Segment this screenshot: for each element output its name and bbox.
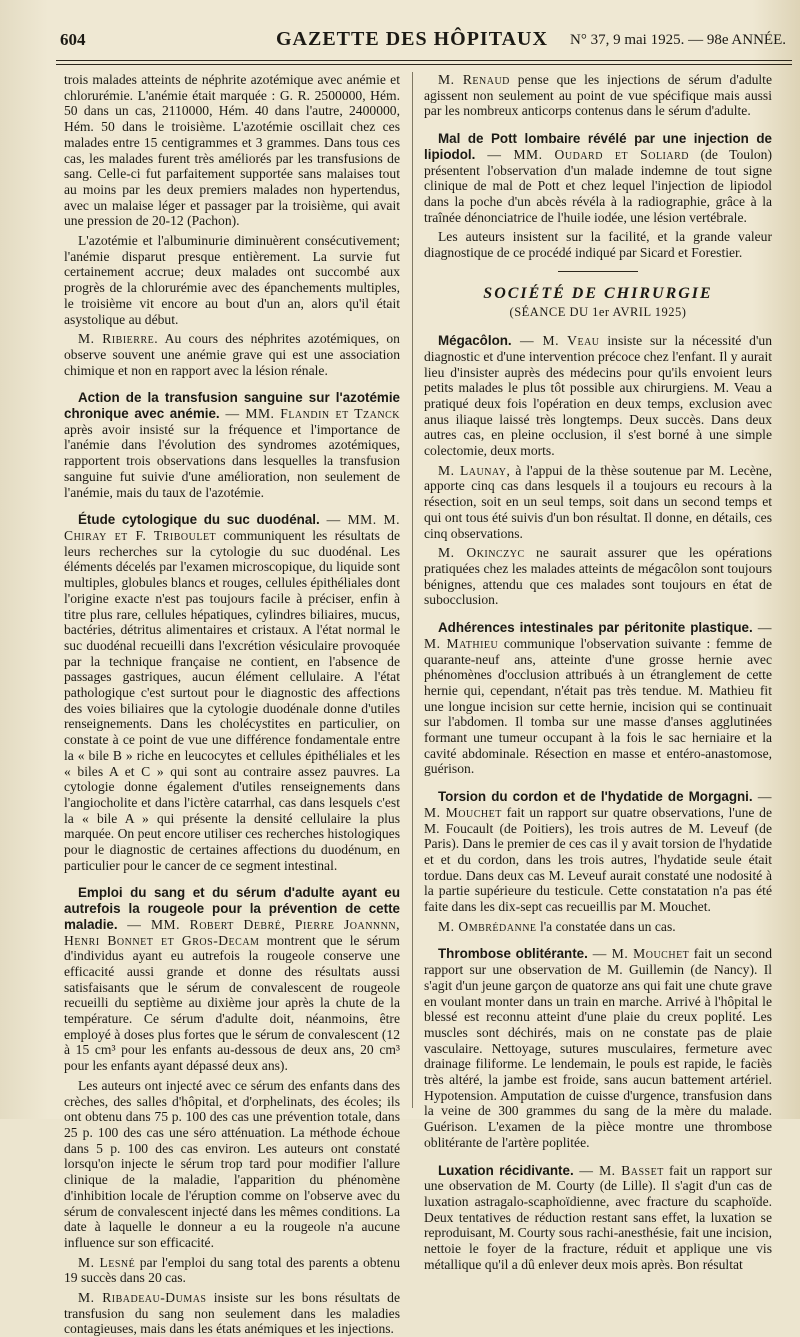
author-names: — MM. Oudard et Soliard xyxy=(475,146,689,162)
paragraph-text: ne saurait assurer que les opérations pratiquées chez les malades atteints de mégacôlon sont toujours bénignes, attendu que ces malades sont toujours en état de subocclusion. xyxy=(424,545,772,608)
author-names: — M. Mouchet xyxy=(424,789,772,820)
author-name: M. Launay, xyxy=(438,462,511,478)
section-text: fait un rapport sur quatre observations, l'une de M. Foucault (de Poitiers), les trois autres de M. Leveuf (de Paris). Dans le premier de ces cas il y avait torsion de l'hydatide et et du cordon, dans les trois autres, l'hydatide seule était tordue. Dans deux cas M. Leveuf aurait constaté une nodosité à la partie supérieure du testicule. Cette constatation n'a pas été faite dans les dix-sept cas recueillis par M. Mouchet. xyxy=(424,804,772,915)
society-title: SOCIÉTÉ DE CHIRURGIE xyxy=(483,284,713,302)
spacer xyxy=(424,1155,772,1163)
paragraph-text: insiste sur les bons résultats de transfusion du sang non seulement dans les maladies contagieuses, mais dans les états anémiques et les injections. xyxy=(64,1290,400,1337)
section-adherences xyxy=(424,620,772,777)
section-heading: Emploi du sang et du sérum d'adulte ayant eu autrefois la rougeole pour la prévention de cette maladie. xyxy=(64,885,400,932)
spacer xyxy=(424,781,772,789)
paragraph xyxy=(64,1255,400,1286)
paragraph-text: pense que les injections de sérum d'adulte agissent non seulement au point de vue spécifique mais aussi par les nombreux anticorps contenus dans le sérum d'adulte. xyxy=(424,72,772,119)
author-name: M. Ribierre. xyxy=(78,331,159,347)
author-names: — M. Basset xyxy=(573,1162,664,1178)
paragraph-text: l'a constatée dans un cas. xyxy=(536,918,676,934)
paragraph xyxy=(424,919,772,935)
section-action-transfusion xyxy=(64,390,400,500)
header-rule-thin xyxy=(56,64,792,65)
author-names: — M. Mathieu xyxy=(424,620,772,651)
section-torsion xyxy=(424,789,772,915)
section-divider xyxy=(558,271,638,272)
section-heading: Luxation récidivante. xyxy=(438,1162,574,1178)
paragraph-text: à l'appui de la thèse soutenue par M. Lecène, apporte cinq cas dans lesquels il a toujours eu recours à la résection, soit en un seul temps, soit dans un second temps et qui ont tous été suivis d'un bon résultat. Il donne, en détails, ces cinq observations. xyxy=(424,462,772,541)
spacer xyxy=(64,504,400,512)
author-name: M. Okinczyc xyxy=(438,545,525,561)
author-name: M. Ribadeau-Dumas xyxy=(78,1290,207,1306)
section-megacolon xyxy=(424,333,772,459)
paragraph: trois malades atteints de néphrite azotémique avec anémie et chlorurémie. L'anémie était marquée : G. R. 2500000, Hém. 50 dans un cas, 2110000, Hém. 40 dans l'autre, 2400000, Hém. 50 dans le troisième. L'azotémie oscillait chez ces malades entre 15 centigrammes et 3 grammes. Dans tous ces cas, les malades furent très améliorés par les transfusions de sang. Celle-ci fut parfaitement supportée sans malaises tout au moins par les deux premiers malades non hypertendus, avec un malaise léger et passager par la troisième, qui avait une pression de 20-12 (Pachon). xyxy=(64,72,400,229)
paragraph: L'azotémie et l'albuminurie diminuèrent consécutivement; l'anémie disparut presque entièrement. La survie fut certainement accrue; deux malades ont succombé aux progrès de la chlorurémie avec des épanchements multiples, le troisième vit encore au bout d'un an, alors qu'il était asystolique au début. xyxy=(64,233,400,327)
page-number: 604 xyxy=(60,30,86,49)
paragraph xyxy=(424,545,772,608)
paragraph xyxy=(424,72,772,119)
paragraph-text: par l'emploi du sang total des parents a obtenu 19 succès dans 20 cas. xyxy=(64,1254,401,1286)
section-luxation xyxy=(424,1163,772,1273)
left-column xyxy=(64,72,401,1337)
spacer xyxy=(64,382,400,390)
issue-info: N° 37, 9 mai 1925. — 98e ANNÉE. xyxy=(570,32,786,48)
section-rougeole xyxy=(64,885,400,1073)
seance-date: (SÉANCE DU 1er AVRIL 1925) xyxy=(509,305,687,320)
journal-title: GAZETTE DES HÔPITAUX xyxy=(276,28,548,50)
author-names: — MM. Robert Debré, Pierre Joannnn, Henri Bonnet et Gros-Decam xyxy=(64,916,400,948)
column-divider xyxy=(412,72,413,1108)
paragraph-text: Au cours des néphrites azotémiques, on observe souvent une anémie grave qui est une association chimique et non en rapport avec la lésion rénale. xyxy=(64,331,400,378)
page-header xyxy=(56,28,792,58)
author-names: — M. Mouchet xyxy=(587,946,690,962)
section-thrombose xyxy=(424,946,772,1150)
author-names: — M. Veau xyxy=(511,333,600,349)
author-name: M. Ombrédanne xyxy=(438,918,537,934)
paragraph: Les auteurs ont injecté avec ce sérum des enfants dans des crèches, des salles d'hôpital, et d'orphelinats, des écoles; ils ont obtenu dans 75 p. 100 des cas une prévention totale, dans 25 p. 100 des cas une séro atténuation. La méthode échoue dans 5 p. 100 des cas environ. Les auteurs ont constaté lorsqu'on injecte le sérum trop tard pour modifier l'allure clinique de la maladie, l'apparition du phénomène d'inhibition locale de l'éruption comme on l'observe avec du sérum de convalescent injecté dans les mêmes conditions. La date à laquelle le donneur a eu la rougeole n'a aucune influence sur son efficacité. xyxy=(64,1077,400,1250)
section-heading: Action de la transfusion sanguine sur l'azotémie chronique avec anémie. xyxy=(64,390,400,422)
section-text: insiste sur la nécessité d'un diagnostic et d'une intervention précoce chez l'enfant. Il y aurait lieu d'insister auprès des médecins pour qu'ils envoient leurs petits malades le plus tôt possible aux chirurgiens. M. Veau a pratiqué deux fois l'opération en deux temps, exclusion avec anus iliaque laissé très longtemps. Deux succès. Dans deux autres cas, en pleine occlusion, il s'est borné à une simple colectomie, deux morts. xyxy=(424,333,772,459)
section-heading: Torsion du cordon et de l'hydatide de Morgagni. xyxy=(438,789,753,805)
right-column xyxy=(424,72,773,1272)
author-names: — MM. M. Chiray et F. Triboulet xyxy=(64,512,400,543)
section-text: communiquent les résultats de leurs recherches sur la cytologie du suc duodénal. Les éléments décelés par l'examen microscopique, du liquide sont multiples, globules blancs et rouges, cellules épithéliales dont l'origine exacte n'est pas toujours facile à préciser, enfin à titre plus rare, cellules hépatiques, cylindres biliaires, mucus, bactéries, détritus alimentaires et cristaux. A l'état normal le suc duodénal recueilli dans l'excrétion vésiculaire provoquée par la technique française ne contient, en l'absence de passages gastriques, aucun élément cellulaire. A l'état pathologique c'est surtout pour le diagnostic des affections des voies biliaires que la cytologie duodénale donne d'utiles renseignements. Dans les cholécystites en particulier, on constate à ce point de vue une différence fondamentale entre la « bile B » riche en leucocytes et cellules épithéliales et les « biles A et C » qui sont au contraire assez pauvres. La cytologie donne également d'utiles renseignements dans l'angiocholite et dans l'ictère catarrhal, cas dans lesquels c'est la « bile A » qui présente la densité cellulaire la plus marquée. On peut encore utiliser ces recherches histologiques pour le diagnostic de certaines affections du duodénum, en particulier pour le cancer de ce segment intestinal. xyxy=(64,527,400,873)
author-names: — MM. Flandin et Tzanck xyxy=(219,406,400,422)
spacer xyxy=(424,123,772,131)
section-heading: Thrombose oblitérante. xyxy=(438,946,588,962)
author-name: M. Lesné xyxy=(78,1254,136,1270)
spacer xyxy=(424,938,772,946)
section-text: communique l'observation suivante : femme de quarante-neuf ans, atteinte d'une grosse hernie avec phénomènes d'occlusion attribués à un étranglement de cette hernie qui, cependant, n'était pas très tendue. M. Mathieu fit une longue incision sur cette hernie, incision qui se continuait sur l'abdomen. Il tomba sur une masse d'anses agglutinées formant une tumeur occupant à la fois le sac herniaire et la cavité abdominale. Résection en masse et entéro-anastomose, guérison. xyxy=(424,635,773,777)
section-text: (de Toulon) présentent l'observation d'un malade indemne de tout signe clinique de mal de Pott et chez lequel l'injection de lipiodol dans la poche d'un abcès révéla à la radiographie, grâce à la traînée dénonciatrice de l'huile iodée, une lésion vertébrale. xyxy=(424,146,772,225)
paragraph xyxy=(64,1290,400,1337)
paragraph xyxy=(424,463,772,542)
header-rule xyxy=(56,60,792,61)
section-text: montrent que le sérum d'individus ayant eu autrefois la rougeole conserve une efficacité aussi grande et donne des résultats aussi satisfaisants que le sérum de convalescent de rougeole recueilli du septième au dixième jour après la chute de la température. Ce sérum d'adulte doit, néanmoins, être employé à doses plus fortes que le sérum de convalescent (12 à 15 cm³ pour les enfants au-dessous de deux ans, 20 cm³ pour les enfants ayant dépassé deux ans). xyxy=(64,932,400,1074)
section-text: fait un second rapport sur une observation de M. Guillemin (de Nancy). Il s'agit d'un jeune garçon de quatorze ans qui fait une chute grave en voulant monter dans un train en marche. Arrivé à l'hôpital le blessé est reconnu atteint d'une plaie du creux poplité. Les muscles sont déchirés, mais on ne constate pas de plaie vasculaire. Nettoyage, sutures musculaires, fermeture avec drainage filiforme. Le lendemain, le pouls est rapide, le faciès très altéré, la jambe est froide, sans aucun battement artériel. Hypotension. Amputation de cuisse d'urgence, transfusion dans la veine de 300 grammes du sang de la mère du malade. Guérison. L'examen de la pièce montre une thrombose oblitérante de l'artère poplitée. xyxy=(424,946,772,1150)
section-cytologie xyxy=(64,512,400,873)
spacer xyxy=(64,877,400,885)
paragraph: Les auteurs insistent sur la facilité, et la grande valeur diagnostique de ce procédé indiqué par Sicard et Forestier. xyxy=(424,229,772,261)
spacer xyxy=(424,612,772,620)
author-name: M. Renaud xyxy=(438,72,510,87)
section-heading: Mégacôlon. xyxy=(438,333,512,349)
section-text: après avoir insisté sur la fréquence et l'importance de l'anémie dans l'évolution des syndromes azotémiques, rapportent trois observations dans lesquelles la transfusion sanguine fut suivie d'une amélioration, non seulement de l'anémie, mais du taux de l'azotémie. xyxy=(64,421,400,500)
section-heading: Adhérences intestinales par péritonite plastique. xyxy=(438,620,753,636)
section-heading: Mal de Pott lombaire révélé par une injection de lipiodol. xyxy=(424,131,772,162)
paragraph xyxy=(64,331,400,378)
section-text: fait un rapport sur une observation de M. Courty (de Lille). Il s'agit d'un cas de luxation astragalo-scaphoïdienne, avec fracture du scaphoïde. Deux tentatives de réduction restant sans effet, la luxation se reproduisant, M. Courty sous rachi-anesthésie, fait une incision, nettoie le foyer de la fracture, réduit et applique une vis métallique qu'il a dû enlever deux mois après. Bon résultat xyxy=(424,1162,772,1272)
section-heading: Étude cytologique du suc duodénal. xyxy=(78,512,320,528)
section-mal-de-pott xyxy=(424,131,772,225)
